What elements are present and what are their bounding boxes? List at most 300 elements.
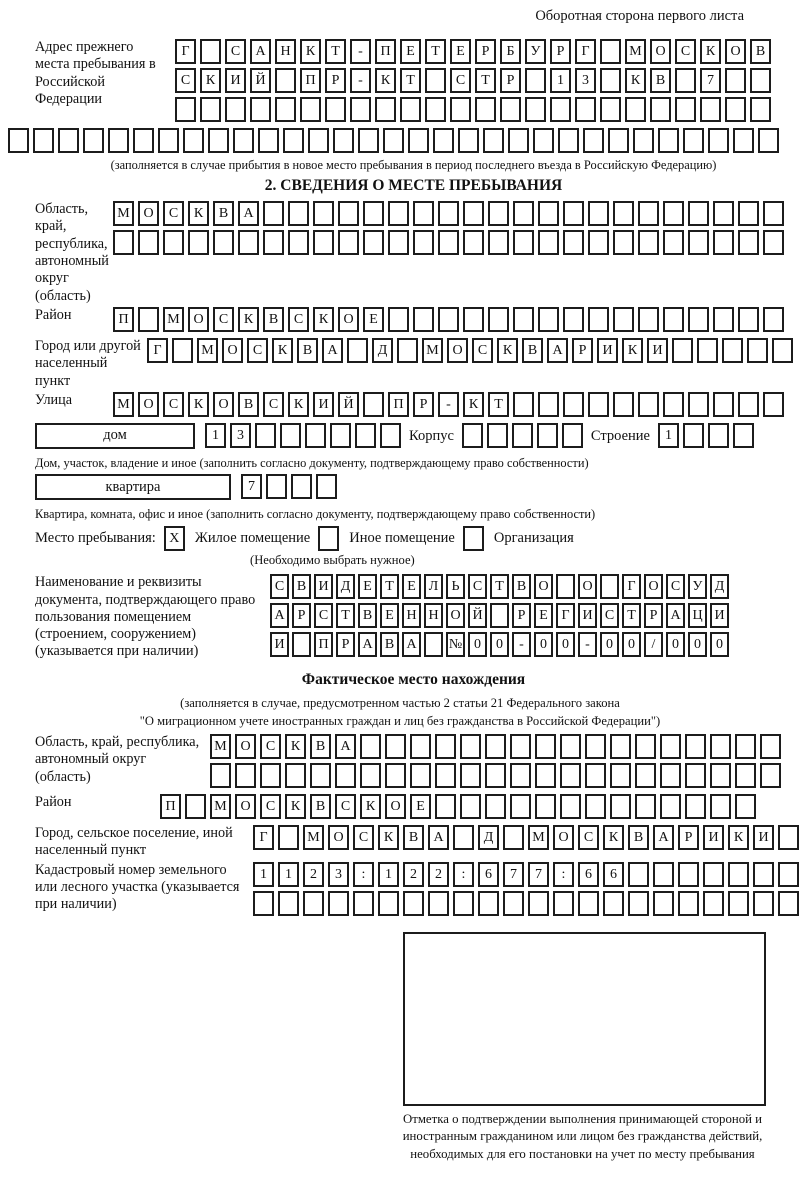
char-cell[interactable]: Г bbox=[253, 825, 274, 850]
char-cell[interactable] bbox=[453, 825, 474, 850]
char-cell[interactable]: Т bbox=[325, 39, 346, 64]
char-cell[interactable] bbox=[333, 128, 354, 153]
char-cell[interactable] bbox=[585, 763, 606, 788]
char-cell[interactable]: Е bbox=[363, 307, 384, 332]
char-cell[interactable] bbox=[83, 128, 104, 153]
char-cell[interactable] bbox=[403, 891, 424, 916]
char-cell[interactable]: В bbox=[512, 574, 531, 599]
char-cell[interactable] bbox=[428, 891, 449, 916]
char-cell[interactable] bbox=[563, 201, 584, 226]
char-cell[interactable] bbox=[708, 128, 729, 153]
char-cell[interactable] bbox=[363, 230, 384, 255]
char-cell[interactable]: - bbox=[512, 632, 531, 657]
char-cell[interactable]: В bbox=[292, 574, 311, 599]
char-cell[interactable] bbox=[388, 201, 409, 226]
char-cell[interactable] bbox=[288, 230, 309, 255]
char-cell[interactable] bbox=[512, 423, 533, 448]
char-cell[interactable] bbox=[478, 891, 499, 916]
char-cell[interactable] bbox=[385, 763, 406, 788]
char-cell[interactable]: О bbox=[138, 392, 159, 417]
char-cell[interactable]: О bbox=[213, 392, 234, 417]
char-cell[interactable]: В bbox=[628, 825, 649, 850]
char-cell[interactable]: Е bbox=[450, 39, 471, 64]
char-cell[interactable] bbox=[600, 68, 621, 93]
char-cell[interactable]: С bbox=[468, 574, 487, 599]
char-cell[interactable] bbox=[400, 97, 421, 122]
char-cell[interactable] bbox=[725, 68, 746, 93]
char-cell[interactable]: В bbox=[310, 794, 331, 819]
char-cell[interactable] bbox=[503, 891, 524, 916]
char-cell[interactable]: С bbox=[578, 825, 599, 850]
char-cell[interactable]: С bbox=[335, 794, 356, 819]
char-cell[interactable]: Р bbox=[292, 603, 311, 628]
char-cell[interactable] bbox=[763, 392, 784, 417]
char-cell[interactable] bbox=[728, 891, 749, 916]
char-cell[interactable] bbox=[660, 794, 681, 819]
char-cell[interactable]: В bbox=[238, 392, 259, 417]
char-cell[interactable] bbox=[200, 39, 221, 64]
char-cell[interactable] bbox=[488, 201, 509, 226]
char-cell[interactable] bbox=[728, 862, 749, 887]
char-cell[interactable] bbox=[424, 632, 443, 657]
char-cell[interactable]: Р bbox=[500, 68, 521, 93]
char-cell[interactable] bbox=[483, 128, 504, 153]
char-cell[interactable]: М bbox=[210, 734, 231, 759]
char-cell[interactable]: А bbox=[666, 603, 685, 628]
char-cell[interactable] bbox=[438, 230, 459, 255]
char-cell[interactable] bbox=[683, 423, 704, 448]
char-cell[interactable] bbox=[263, 230, 284, 255]
char-cell[interactable]: С bbox=[260, 734, 281, 759]
char-cell[interactable] bbox=[710, 794, 731, 819]
char-cell[interactable] bbox=[608, 128, 629, 153]
char-cell[interactable]: Й bbox=[338, 392, 359, 417]
char-cell[interactable] bbox=[200, 97, 221, 122]
char-cell[interactable] bbox=[350, 97, 371, 122]
char-cell[interactable]: 0 bbox=[600, 632, 619, 657]
char-cell[interactable] bbox=[588, 201, 609, 226]
char-cell[interactable]: Г bbox=[147, 338, 168, 363]
char-cell[interactable]: О bbox=[725, 39, 746, 64]
char-cell[interactable] bbox=[355, 423, 376, 448]
char-cell[interactable] bbox=[600, 97, 621, 122]
char-cell[interactable] bbox=[475, 97, 496, 122]
char-cell[interactable] bbox=[338, 230, 359, 255]
char-cell[interactable] bbox=[385, 734, 406, 759]
char-cell[interactable]: 0 bbox=[666, 632, 685, 657]
char-cell[interactable] bbox=[560, 794, 581, 819]
char-cell[interactable] bbox=[575, 97, 596, 122]
char-cell[interactable] bbox=[635, 763, 656, 788]
char-cell[interactable]: О bbox=[650, 39, 671, 64]
char-cell[interactable] bbox=[510, 794, 531, 819]
char-cell[interactable] bbox=[713, 230, 734, 255]
char-cell[interactable]: С bbox=[163, 201, 184, 226]
char-cell[interactable]: С bbox=[247, 338, 268, 363]
char-cell[interactable]: К bbox=[288, 392, 309, 417]
char-cell[interactable]: Г bbox=[575, 39, 596, 64]
char-cell[interactable] bbox=[688, 392, 709, 417]
char-cell[interactable]: Н bbox=[402, 603, 421, 628]
char-cell[interactable] bbox=[208, 128, 229, 153]
char-cell[interactable] bbox=[408, 128, 429, 153]
char-cell[interactable] bbox=[678, 891, 699, 916]
char-cell[interactable]: У bbox=[525, 39, 546, 64]
char-cell[interactable]: К bbox=[378, 825, 399, 850]
char-cell[interactable]: К bbox=[360, 794, 381, 819]
char-cell[interactable]: И bbox=[314, 574, 333, 599]
char-cell[interactable] bbox=[275, 68, 296, 93]
char-cell[interactable] bbox=[733, 128, 754, 153]
char-cell[interactable]: А bbox=[358, 632, 377, 657]
char-cell[interactable]: К bbox=[622, 338, 643, 363]
char-cell[interactable] bbox=[635, 734, 656, 759]
char-cell[interactable] bbox=[460, 734, 481, 759]
char-cell[interactable] bbox=[653, 891, 674, 916]
char-cell[interactable]: И bbox=[313, 392, 334, 417]
char-cell[interactable]: С bbox=[600, 603, 619, 628]
char-cell[interactable] bbox=[688, 307, 709, 332]
char-cell[interactable] bbox=[133, 128, 154, 153]
char-cell[interactable] bbox=[260, 763, 281, 788]
char-cell[interactable]: К bbox=[603, 825, 624, 850]
char-cell[interactable] bbox=[703, 891, 724, 916]
char-cell[interactable] bbox=[663, 392, 684, 417]
stay-option-other-checkbox[interactable] bbox=[318, 526, 339, 551]
char-cell[interactable] bbox=[778, 862, 799, 887]
char-cell[interactable] bbox=[535, 794, 556, 819]
char-cell[interactable] bbox=[713, 392, 734, 417]
char-cell[interactable] bbox=[525, 68, 546, 93]
char-cell[interactable] bbox=[535, 734, 556, 759]
char-cell[interactable] bbox=[313, 230, 334, 255]
char-cell[interactable] bbox=[722, 338, 743, 363]
char-cell[interactable] bbox=[610, 794, 631, 819]
char-cell[interactable] bbox=[710, 734, 731, 759]
char-cell[interactable] bbox=[753, 862, 774, 887]
char-cell[interactable]: Ь bbox=[446, 574, 465, 599]
char-cell[interactable]: 1 bbox=[378, 862, 399, 887]
char-cell[interactable]: 7 bbox=[503, 862, 524, 887]
char-cell[interactable]: Р bbox=[325, 68, 346, 93]
char-cell[interactable] bbox=[663, 230, 684, 255]
char-cell[interactable]: А bbox=[238, 201, 259, 226]
char-cell[interactable] bbox=[353, 891, 374, 916]
char-cell[interactable]: Е bbox=[410, 794, 431, 819]
char-cell[interactable] bbox=[213, 230, 234, 255]
char-cell[interactable] bbox=[305, 423, 326, 448]
char-cell[interactable] bbox=[238, 230, 259, 255]
char-cell[interactable]: Д bbox=[478, 825, 499, 850]
char-cell[interactable] bbox=[380, 423, 401, 448]
char-cell[interactable]: 0 bbox=[556, 632, 575, 657]
char-cell[interactable] bbox=[600, 574, 619, 599]
char-cell[interactable] bbox=[750, 68, 771, 93]
char-cell[interactable] bbox=[138, 307, 159, 332]
char-cell[interactable]: С bbox=[263, 392, 284, 417]
char-cell[interactable]: : bbox=[353, 862, 374, 887]
char-cell[interactable] bbox=[330, 423, 351, 448]
char-cell[interactable]: К bbox=[375, 68, 396, 93]
char-cell[interactable]: О bbox=[235, 734, 256, 759]
char-cell[interactable] bbox=[292, 632, 311, 657]
char-cell[interactable] bbox=[58, 128, 79, 153]
char-cell[interactable] bbox=[763, 201, 784, 226]
char-cell[interactable] bbox=[713, 201, 734, 226]
char-cell[interactable] bbox=[8, 128, 29, 153]
char-cell[interactable]: С bbox=[353, 825, 374, 850]
char-cell[interactable] bbox=[363, 201, 384, 226]
char-cell[interactable] bbox=[638, 201, 659, 226]
char-cell[interactable] bbox=[538, 230, 559, 255]
char-cell[interactable]: О bbox=[644, 574, 663, 599]
char-cell[interactable] bbox=[513, 230, 534, 255]
char-cell[interactable] bbox=[738, 392, 759, 417]
char-cell[interactable] bbox=[583, 128, 604, 153]
char-cell[interactable] bbox=[425, 68, 446, 93]
char-cell[interactable] bbox=[463, 201, 484, 226]
char-cell[interactable]: Т bbox=[425, 39, 446, 64]
char-cell[interactable]: В bbox=[522, 338, 543, 363]
char-cell[interactable] bbox=[538, 392, 559, 417]
char-cell[interactable]: С bbox=[225, 39, 246, 64]
char-cell[interactable] bbox=[778, 891, 799, 916]
char-cell[interactable]: О bbox=[578, 574, 597, 599]
char-cell[interactable]: П bbox=[300, 68, 321, 93]
char-cell[interactable] bbox=[703, 862, 724, 887]
char-cell[interactable] bbox=[738, 307, 759, 332]
char-cell[interactable] bbox=[363, 392, 384, 417]
char-cell[interactable]: С bbox=[270, 574, 289, 599]
char-cell[interactable] bbox=[138, 230, 159, 255]
char-cell[interactable] bbox=[688, 201, 709, 226]
char-cell[interactable] bbox=[700, 97, 721, 122]
char-cell[interactable] bbox=[553, 891, 574, 916]
char-cell[interactable] bbox=[300, 97, 321, 122]
char-cell[interactable]: 6 bbox=[603, 862, 624, 887]
char-cell[interactable] bbox=[638, 392, 659, 417]
char-cell[interactable] bbox=[560, 763, 581, 788]
char-cell[interactable]: К bbox=[200, 68, 221, 93]
char-cell[interactable] bbox=[283, 128, 304, 153]
char-cell[interactable]: П bbox=[388, 392, 409, 417]
char-cell[interactable]: А bbox=[322, 338, 343, 363]
char-cell[interactable] bbox=[360, 734, 381, 759]
char-cell[interactable]: Т bbox=[622, 603, 641, 628]
char-cell[interactable] bbox=[438, 201, 459, 226]
char-cell[interactable] bbox=[758, 128, 779, 153]
char-cell[interactable]: 1 bbox=[253, 862, 274, 887]
char-cell[interactable]: 1 bbox=[205, 423, 226, 448]
char-cell[interactable]: Ц bbox=[688, 603, 707, 628]
char-cell[interactable] bbox=[158, 128, 179, 153]
char-cell[interactable] bbox=[663, 201, 684, 226]
char-cell[interactable] bbox=[772, 338, 793, 363]
char-cell[interactable] bbox=[563, 307, 584, 332]
char-cell[interactable] bbox=[462, 423, 483, 448]
char-cell[interactable] bbox=[763, 230, 784, 255]
char-cell[interactable]: С bbox=[675, 39, 696, 64]
char-cell[interactable] bbox=[735, 763, 756, 788]
char-cell[interactable] bbox=[710, 763, 731, 788]
char-cell[interactable] bbox=[485, 763, 506, 788]
char-cell[interactable]: О bbox=[534, 574, 553, 599]
char-cell[interactable]: И bbox=[597, 338, 618, 363]
char-cell[interactable]: : bbox=[453, 862, 474, 887]
char-cell[interactable]: П bbox=[314, 632, 333, 657]
char-cell[interactable] bbox=[560, 734, 581, 759]
char-cell[interactable] bbox=[510, 763, 531, 788]
char-cell[interactable]: У bbox=[688, 574, 707, 599]
char-cell[interactable] bbox=[628, 862, 649, 887]
char-cell[interactable] bbox=[603, 891, 624, 916]
char-cell[interactable]: К bbox=[625, 68, 646, 93]
char-cell[interactable] bbox=[275, 97, 296, 122]
char-cell[interactable] bbox=[487, 423, 508, 448]
char-cell[interactable] bbox=[635, 794, 656, 819]
char-cell[interactable] bbox=[563, 392, 584, 417]
char-cell[interactable]: 1 bbox=[278, 862, 299, 887]
char-cell[interactable] bbox=[610, 763, 631, 788]
char-cell[interactable]: 0 bbox=[490, 632, 509, 657]
char-cell[interactable] bbox=[738, 230, 759, 255]
char-cell[interactable]: И bbox=[578, 603, 597, 628]
char-cell[interactable] bbox=[625, 97, 646, 122]
char-cell[interactable] bbox=[425, 97, 446, 122]
char-cell[interactable] bbox=[585, 794, 606, 819]
char-cell[interactable]: К bbox=[313, 307, 334, 332]
char-cell[interactable]: 6 bbox=[478, 862, 499, 887]
char-cell[interactable] bbox=[163, 230, 184, 255]
char-cell[interactable]: Г bbox=[622, 574, 641, 599]
char-cell[interactable]: Р bbox=[678, 825, 699, 850]
char-cell[interactable]: О bbox=[447, 338, 468, 363]
char-cell[interactable]: Н bbox=[275, 39, 296, 64]
char-cell[interactable]: 7 bbox=[700, 68, 721, 93]
char-cell[interactable]: Й bbox=[250, 68, 271, 93]
char-cell[interactable] bbox=[588, 230, 609, 255]
char-cell[interactable]: 3 bbox=[575, 68, 596, 93]
char-cell[interactable] bbox=[397, 338, 418, 363]
char-cell[interactable] bbox=[435, 734, 456, 759]
char-cell[interactable]: И bbox=[703, 825, 724, 850]
char-cell[interactable] bbox=[628, 891, 649, 916]
char-cell[interactable] bbox=[713, 307, 734, 332]
char-cell[interactable] bbox=[778, 825, 799, 850]
char-cell[interactable] bbox=[660, 763, 681, 788]
char-cell[interactable]: О bbox=[222, 338, 243, 363]
char-cell[interactable] bbox=[562, 423, 583, 448]
char-cell[interactable] bbox=[316, 474, 337, 499]
char-cell[interactable] bbox=[413, 230, 434, 255]
char-cell[interactable]: В bbox=[358, 603, 377, 628]
char-cell[interactable] bbox=[763, 307, 784, 332]
char-cell[interactable] bbox=[535, 763, 556, 788]
char-cell[interactable] bbox=[303, 891, 324, 916]
char-cell[interactable]: - bbox=[578, 632, 597, 657]
char-cell[interactable]: О bbox=[235, 794, 256, 819]
char-cell[interactable] bbox=[185, 794, 206, 819]
char-cell[interactable] bbox=[485, 794, 506, 819]
char-cell[interactable]: К bbox=[285, 734, 306, 759]
char-cell[interactable] bbox=[485, 734, 506, 759]
char-cell[interactable] bbox=[613, 230, 634, 255]
char-cell[interactable] bbox=[508, 128, 529, 153]
char-cell[interactable] bbox=[288, 201, 309, 226]
char-cell[interactable] bbox=[435, 763, 456, 788]
char-cell[interactable]: В bbox=[213, 201, 234, 226]
char-cell[interactable]: Р bbox=[413, 392, 434, 417]
char-cell[interactable]: 2 bbox=[428, 862, 449, 887]
char-cell[interactable]: О bbox=[338, 307, 359, 332]
char-cell[interactable] bbox=[678, 862, 699, 887]
char-cell[interactable] bbox=[688, 230, 709, 255]
char-cell[interactable]: Р bbox=[644, 603, 663, 628]
char-cell[interactable]: А bbox=[547, 338, 568, 363]
char-cell[interactable]: А bbox=[250, 39, 271, 64]
char-cell[interactable] bbox=[410, 734, 431, 759]
char-cell[interactable] bbox=[335, 763, 356, 788]
char-cell[interactable] bbox=[528, 891, 549, 916]
char-cell[interactable]: 3 bbox=[328, 862, 349, 887]
char-cell[interactable] bbox=[347, 338, 368, 363]
char-cell[interactable]: - bbox=[350, 68, 371, 93]
char-cell[interactable]: К bbox=[700, 39, 721, 64]
char-cell[interactable]: П bbox=[113, 307, 134, 332]
char-cell[interactable] bbox=[738, 201, 759, 226]
char-cell[interactable] bbox=[463, 307, 484, 332]
char-cell[interactable]: К bbox=[497, 338, 518, 363]
char-cell[interactable] bbox=[556, 574, 575, 599]
char-cell[interactable] bbox=[613, 201, 634, 226]
char-cell[interactable] bbox=[538, 307, 559, 332]
char-cell[interactable] bbox=[33, 128, 54, 153]
char-cell[interactable] bbox=[513, 201, 534, 226]
char-cell[interactable]: Т bbox=[488, 392, 509, 417]
char-cell[interactable] bbox=[253, 891, 274, 916]
char-cell[interactable]: М bbox=[197, 338, 218, 363]
char-cell[interactable] bbox=[650, 97, 671, 122]
char-cell[interactable]: 0 bbox=[688, 632, 707, 657]
char-cell[interactable]: С bbox=[163, 392, 184, 417]
char-cell[interactable] bbox=[683, 128, 704, 153]
char-cell[interactable] bbox=[525, 97, 546, 122]
char-cell[interactable] bbox=[410, 763, 431, 788]
char-cell[interactable]: К bbox=[188, 201, 209, 226]
char-cell[interactable] bbox=[750, 97, 771, 122]
char-cell[interactable]: В bbox=[310, 734, 331, 759]
char-cell[interactable] bbox=[183, 128, 204, 153]
char-cell[interactable] bbox=[388, 230, 409, 255]
char-cell[interactable]: И bbox=[753, 825, 774, 850]
char-cell[interactable] bbox=[175, 97, 196, 122]
char-cell[interactable] bbox=[383, 128, 404, 153]
char-cell[interactable]: Е bbox=[380, 603, 399, 628]
char-cell[interactable] bbox=[233, 128, 254, 153]
char-cell[interactable]: И bbox=[710, 603, 729, 628]
char-cell[interactable]: 0 bbox=[534, 632, 553, 657]
char-cell[interactable]: А bbox=[335, 734, 356, 759]
char-cell[interactable]: А bbox=[402, 632, 421, 657]
char-cell[interactable]: В bbox=[403, 825, 424, 850]
char-cell[interactable] bbox=[638, 307, 659, 332]
char-cell[interactable] bbox=[258, 128, 279, 153]
char-cell[interactable]: М bbox=[113, 392, 134, 417]
char-cell[interactable] bbox=[310, 763, 331, 788]
char-cell[interactable] bbox=[513, 392, 534, 417]
char-cell[interactable] bbox=[438, 307, 459, 332]
char-cell[interactable]: М bbox=[528, 825, 549, 850]
